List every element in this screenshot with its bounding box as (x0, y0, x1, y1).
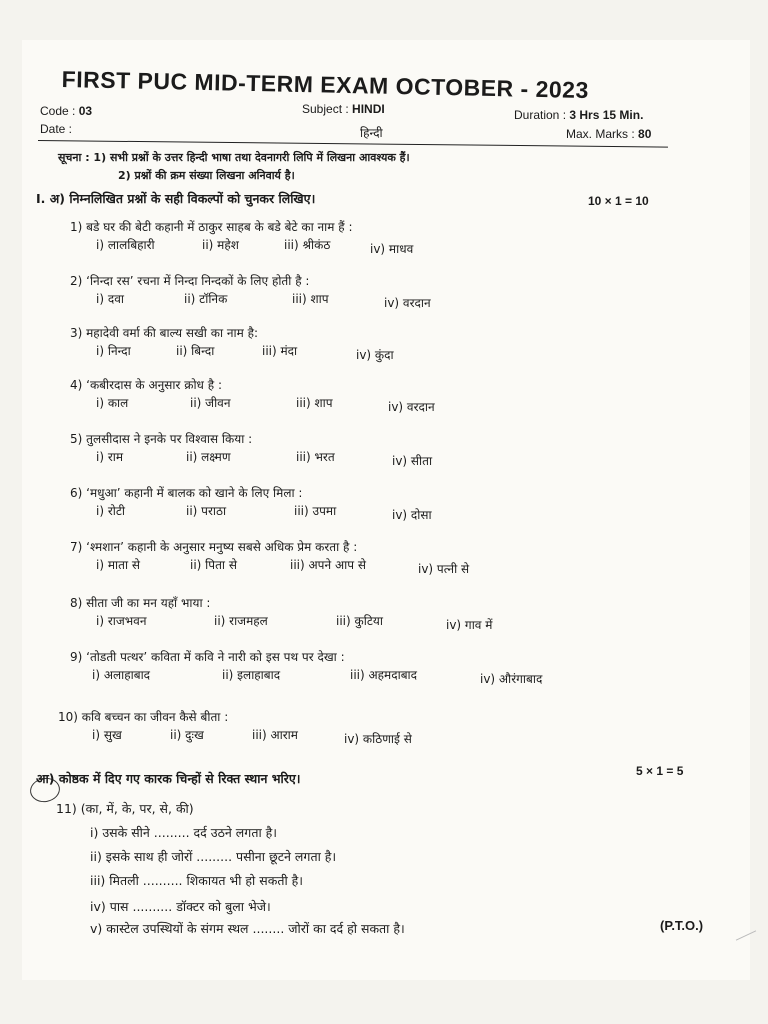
option-4: iv) वरदान (384, 296, 431, 310)
option-3: iii) भरत (296, 450, 335, 464)
duration-value: 3 Hrs 15 Min. (569, 108, 644, 122)
option-1: i) सुख (92, 728, 122, 742)
question-text: 9) ‘तोडती पत्थर’ कविता में कवि ने नारी को इस पथ पर देखा : (70, 650, 345, 664)
question-text: 1) बडे घर की बेटी कहानी में ठाकुर साहब के बडे बेटे का नाम हैं : (70, 220, 353, 234)
subject-field (302, 102, 385, 116)
option-2: ii) बिन्दा (176, 344, 215, 358)
option-4: iv) वरदान (388, 400, 435, 414)
subject-label: Subject : (302, 102, 349, 116)
option-2: ii) इलाहाबाद (222, 668, 281, 682)
option-1: i) लालबिहारी (96, 238, 155, 252)
question-11: 11) (का, में, के, पर, से, की) (56, 801, 194, 816)
date-label: Date : (40, 122, 73, 136)
subject-hindi: हिन्दी (360, 126, 383, 140)
option-3: iii) श्रीकंठ (284, 238, 331, 252)
option-4: iv) गाव में (446, 618, 493, 632)
subject-value: HINDI (352, 102, 385, 116)
section-b-heading: आ) कोष्ठक में दिए गए कारक चिन्हों से रिक्त स्थान भरिए। (36, 771, 301, 786)
option-2: ii) महेश (202, 238, 239, 252)
option-3: iii) आराम (252, 728, 298, 742)
option-3: iii) शाप (296, 396, 333, 410)
exam-title: FIRST PUC MID-TERM EXAM OCTOBER - 2023 (61, 66, 590, 104)
option-4: iv) दोसा (392, 508, 432, 522)
question-text: 3) महादेवी वर्मा की बाल्य सखी का नाम है: (70, 326, 259, 340)
pto-label: (P.T.O.) (660, 918, 704, 933)
option-3: iii) उपमा (294, 504, 337, 518)
option-4: iv) सीता (392, 454, 433, 468)
option-3: iii) अहमदाबाद (350, 668, 418, 682)
question-text: 5) तुलसीदास ने इनके पर विश्वास किया : (70, 432, 253, 446)
option-2: ii) पराठा (186, 504, 227, 518)
duration-label: Duration : (514, 108, 567, 122)
code-label: Code : (40, 104, 76, 118)
max-marks-label: Max. Marks : (566, 127, 635, 141)
option-1: i) राजभवन (96, 614, 147, 628)
fill-line: iv) पास .......... डॉक्टर को बुला भेजे। (90, 899, 271, 914)
section-a-heading: I. अ) निम्नलिखित प्रश्नों के सही विकल्पों को चुनकर लिखिए। (36, 191, 316, 206)
fill-line: ii) इसके साथ ही जोरों ......... पसीना छूटने लगता है। (90, 849, 337, 864)
duration-field (514, 108, 643, 122)
question-text: 10) कवि बच्चन का जीवन कैसे बीता : (58, 710, 229, 724)
code-field (40, 104, 92, 118)
option-1: i) काल (96, 396, 129, 410)
option-3: iii) मंदा (262, 344, 298, 358)
question-text: 6) ‘मधुआ’ कहानी में बालक को खाने के लिए मिला : (70, 486, 303, 500)
question-text: 8) सीता जी का मन यहाँ भाया : (70, 596, 211, 610)
option-3: iii) शाप (292, 292, 329, 306)
question-text: 2) ‘निन्दा रस’ रचना में निन्दा निन्दकों के लिए होती है : (70, 274, 310, 288)
option-2: ii) टॉनिक (184, 292, 228, 306)
option-2: ii) राजमहल (214, 614, 268, 628)
section-b-marks: 5 × 1 = 5 (636, 764, 684, 778)
option-3: iii) कुटिया (336, 614, 383, 628)
option-2: ii) दुःख (170, 728, 204, 742)
question-text: 4) ‘कबीरदास के अनुसार क्रोध है : (70, 378, 222, 392)
max-marks-field (566, 127, 651, 141)
option-2: ii) लक्ष्मण (186, 450, 231, 464)
question-text: 7) ‘श्मशान’ कहानी के अनुसार मनुष्य सबसे अधिक प्रेम करता है : (70, 540, 358, 554)
option-4: iv) पत्नी से (418, 562, 470, 576)
max-marks-value: 80 (638, 127, 652, 141)
option-1: i) रोटी (96, 504, 126, 518)
option-4: iv) माधव (370, 242, 414, 256)
option-4: iv) कठिणाई से (344, 732, 412, 746)
option-4: iv) औरंगाबाद (480, 672, 543, 686)
fill-line: i) उसके सीने ......... दर्द उठने लगता है। (90, 825, 278, 840)
instruction-2: 2) प्रश्नों की क्रम संख्या लिखना अनिवार्य है। (118, 169, 295, 182)
code-value: 03 (78, 104, 93, 118)
option-2: ii) जीवन (190, 396, 231, 410)
fill-line: v) कास्टेल उपस्थियों के संगम स्थल ........ जोरों का दर्द हो सकता है। (90, 921, 405, 936)
option-1: i) निन्दा (96, 344, 131, 358)
option-1: i) राम (96, 450, 124, 464)
option-1: i) अलाहाबाद (92, 668, 151, 682)
option-3: iii) अपने आप से (290, 558, 366, 572)
option-2: ii) पिता से (190, 558, 237, 572)
option-1: i) दवा (96, 292, 124, 306)
option-1: i) माता से (96, 558, 140, 572)
fill-line: iii) मितली .......... शिकायत भी हो सकती है। (90, 873, 304, 888)
option-4: iv) कुंदा (356, 348, 394, 362)
section-a-marks: 10 × 1 = 10 (588, 194, 649, 208)
instruction-1: सूचना : 1) सभी प्रश्नों के उत्तर हिन्दी भाषा तथा देवनागरी लिपि में लिखना आवश्यक हैं। (58, 151, 410, 164)
